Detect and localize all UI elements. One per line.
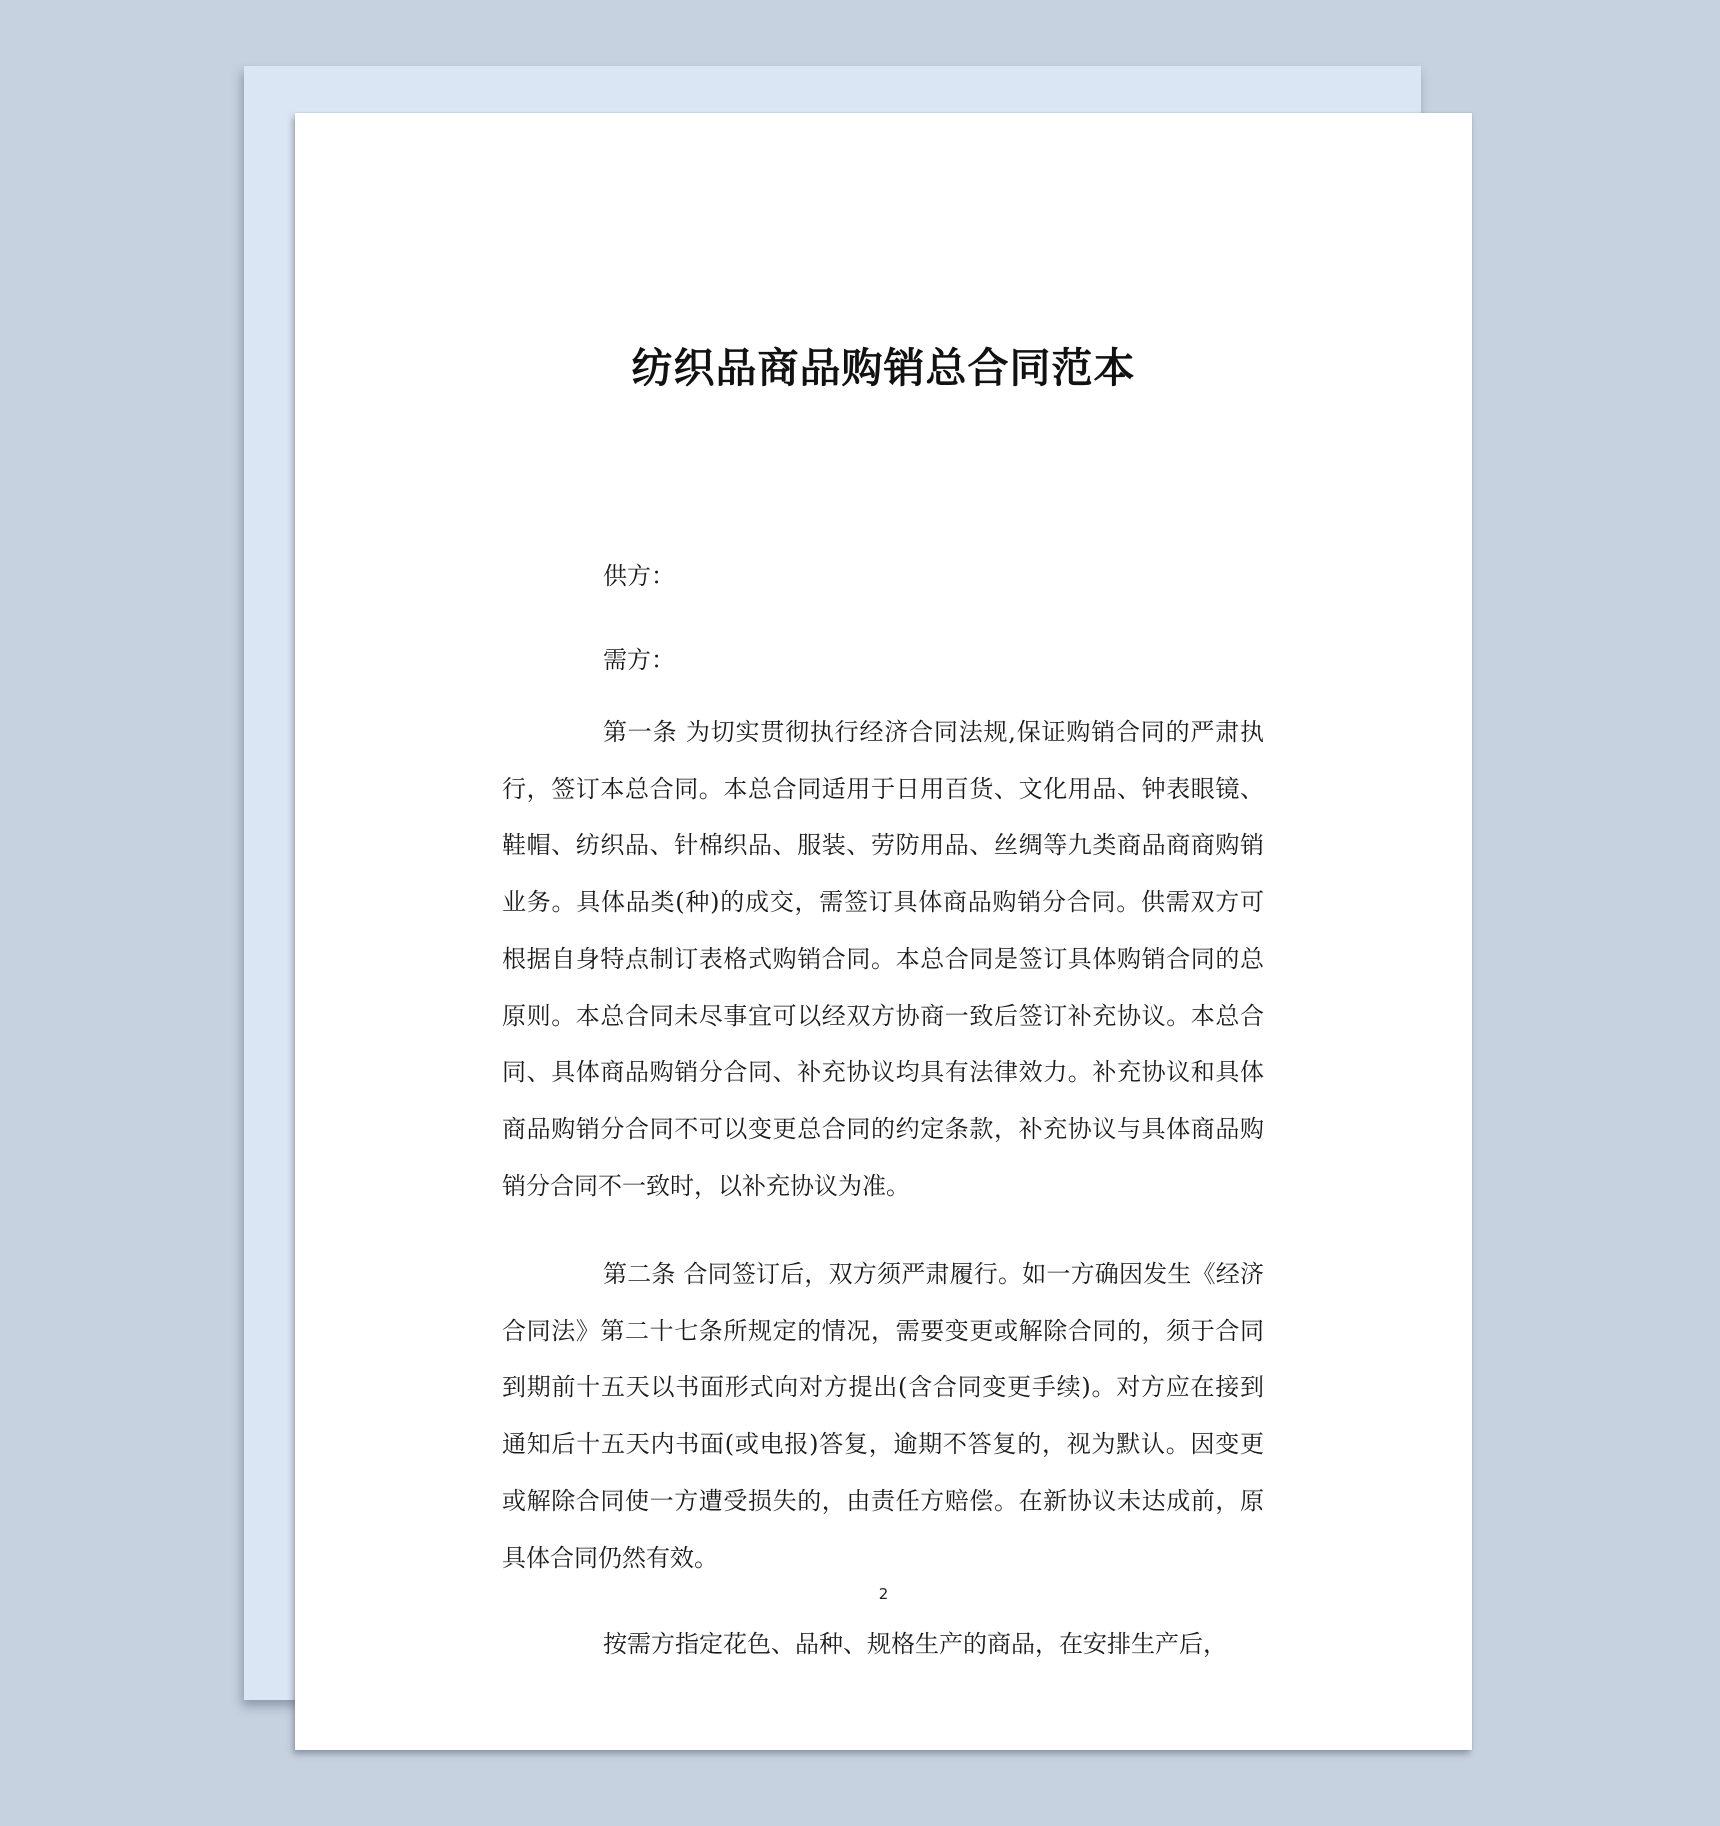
supplier-label: 供方： xyxy=(603,562,675,590)
article-1-paragraph: 第一条 为切实贯彻执行经济合同法规,保证购销合同的严肃执行，签订本总合同。本总合同适用于日用百货、文化用品、钟表眼镜、鞋帽、纺织品、针棉织品、服装、劳防用品、丝绸等九类商品商商购销业务。具体品类(种)的成交，需签订具体商品购销分合同。供需双方可根据自身特点制订表格式购销合同。本总合同是签订具体购销合同的总原则。本总合同未尽事宜可以经双方协商一致后签订补充协议。本总合同、具体商品购销分合同、补充协议均具有法律效力。补充协议和具体商品购销分合同不可以变更总合同的约定条款，补充协议与具体商品购销分合同不一致时，以补充协议为准。 xyxy=(502,718,1264,1200)
custom-goods-paragraph: 按需方指定花色、品种、规格生产的商品，在安排生产后， xyxy=(603,1630,1227,1658)
document-title: 纺织品商品购销总合同范本 xyxy=(631,344,1136,392)
document-page xyxy=(295,113,1472,1750)
buyer-label: 需方： xyxy=(603,646,675,674)
article-2-paragraph: 第二条 合同签订后，双方须严肃履行。如一方确因发生《经济合同法》第二十七条所规定的情况，需要变更或解除合同的，须于合同到期前十五天以书面形式向对方提出(含合同变更手续)。对方应在接到通知后十五天内书面(或电报)答复，逾期不答复的，视为默认。因变更或解除合同使一方遭受损失的，由责任方赔偿。在新协议未达成前，原具体合同仍然有效。 xyxy=(502,1260,1264,1572)
page-number: 2 xyxy=(878,1585,889,1603)
